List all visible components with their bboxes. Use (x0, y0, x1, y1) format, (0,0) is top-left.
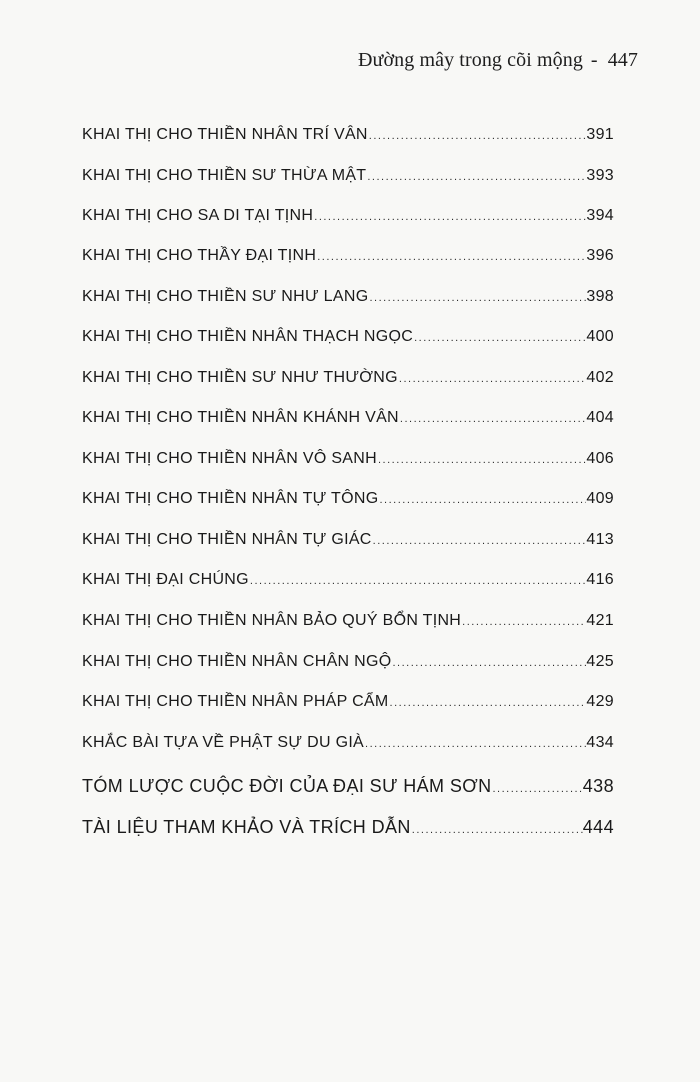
toc-dot-leader (368, 292, 586, 304)
toc-dot-leader (313, 211, 586, 223)
toc-entry-title: KHAI THỊ CHO THIỀN NHÂN CHÂN NGỘ (82, 653, 392, 670)
toc-dot-leader (316, 251, 586, 263)
toc-entry (82, 776, 614, 797)
toc-entry-page: 413 (586, 531, 614, 548)
toc-dot-leader (461, 616, 586, 628)
toc-dot-leader (368, 130, 587, 142)
toc-entry-page: 416 (586, 571, 614, 588)
toc-entry-title: KHAI THỊ CHO THIỀN NHÂN TỰ TÔNG (82, 490, 379, 507)
toc-entry-page: 391 (586, 126, 614, 143)
toc-entry-title: KHAI THỊ CHO THIỀN SƯ NHƯ LANG (82, 288, 369, 305)
toc-dot-leader (491, 783, 582, 795)
toc-entry-title: TÓM LƯỢC CUỘC ĐỜI CỦA ĐẠI SƯ HÁM SƠN (82, 776, 492, 796)
toc-entry-title: KHAI THỊ CHO THIỀN SƯ THỪA MẬT (82, 167, 367, 184)
toc-entry (82, 653, 614, 671)
toc-entry-page: 398 (586, 288, 614, 305)
toc-entry (82, 247, 614, 265)
toc-dot-leader (398, 373, 586, 385)
toc-entry (82, 126, 614, 144)
toc-entry (82, 571, 614, 589)
toc-entry-page: 429 (586, 693, 614, 710)
toc-entry-title: KHAI THỊ CHO THIỀN NHÂN PHÁP CẨM (82, 693, 389, 710)
toc-dot-leader (249, 575, 586, 587)
toc-dot-leader (378, 494, 586, 506)
toc-entry (82, 409, 614, 427)
toc-entry (82, 817, 614, 838)
header-page-number: 447 (607, 49, 638, 71)
toc-dot-leader (391, 657, 586, 669)
toc-entry-title: KHAI THỊ CHO THIỀN NHÂN BẢO QUÝ BỔN TỊNH (82, 612, 462, 629)
toc-entry-page: 438 (582, 776, 614, 796)
toc-entry (82, 612, 614, 630)
toc-entry (82, 167, 614, 185)
toc-entry-title: KHẮC BÀI TỰA VỀ PHẬT SỰ DU GIÀ (82, 734, 365, 751)
toc-entry-page: 425 (586, 653, 614, 670)
toc-dot-leader (366, 171, 586, 183)
toc-dot-leader (389, 697, 587, 709)
toc-entry-title: TÀI LIỆU THAM KHẢO VÀ TRÍCH DẪN (82, 817, 411, 837)
toc-entry-page: 404 (586, 409, 614, 426)
toc-entry-page: 444 (582, 817, 614, 837)
toc-entry-title: KHAI THỊ CHO THIỀN NHÂN KHÁNH VÂN (82, 409, 399, 426)
toc-entry-page: 396 (586, 247, 614, 264)
toc-entry-title: KHAI THỊ CHO THIỀN NHÂN TRÍ VÂN (82, 126, 368, 143)
toc-entry (82, 369, 614, 387)
toc-entry-title: KHAI THỊ CHO THIỀN NHÂN THẠCH NGỌC (82, 328, 414, 345)
toc-dot-leader (399, 413, 586, 425)
toc-entry-page: 394 (586, 207, 614, 224)
toc-entry (82, 207, 614, 225)
toc-entry-page: 421 (586, 612, 614, 629)
toc-entry-title: KHAI THỊ CHO THIỀN NHÂN TỰ GIÁC (82, 531, 372, 548)
toc-entry (82, 288, 614, 306)
toc-entry (82, 531, 614, 549)
toc-entry-page: 400 (586, 328, 614, 345)
toc-entry (82, 490, 614, 508)
toc-entry-page: 393 (586, 167, 614, 184)
toc-entry-page: 409 (586, 490, 614, 507)
toc-entry (82, 693, 614, 711)
book-title: Đường mây trong cõi mộng (358, 49, 583, 71)
toc-entry (82, 450, 614, 468)
toc-entry-page: 434 (586, 734, 614, 751)
toc-entry-page: 406 (586, 450, 614, 467)
toc-entry-title: KHAI THỊ CHO THẦY ĐẠI TỊNH (82, 247, 317, 264)
toc-dot-leader (413, 332, 586, 344)
toc-entry-title: KHAI THỊ CHO THIỀN SƯ NHƯ THƯỜNG (82, 369, 398, 386)
toc-dot-leader (364, 738, 586, 750)
toc-entry (82, 328, 614, 346)
toc-entry-title: KHAI THỊ ĐẠI CHÚNG (82, 571, 249, 588)
header-separator: - (590, 49, 598, 71)
toc-entry (82, 734, 614, 752)
running-header (358, 49, 638, 72)
toc-dot-leader (411, 824, 583, 836)
toc-dot-leader (372, 535, 587, 547)
toc-entry-title: KHAI THỊ CHO SA DI TẠI TỊNH (82, 207, 314, 224)
toc-dot-leader (377, 454, 586, 466)
toc-entry-page: 402 (586, 369, 614, 386)
toc-entry-title: KHAI THỊ CHO THIỀN NHÂN VÔ SANH (82, 450, 377, 467)
